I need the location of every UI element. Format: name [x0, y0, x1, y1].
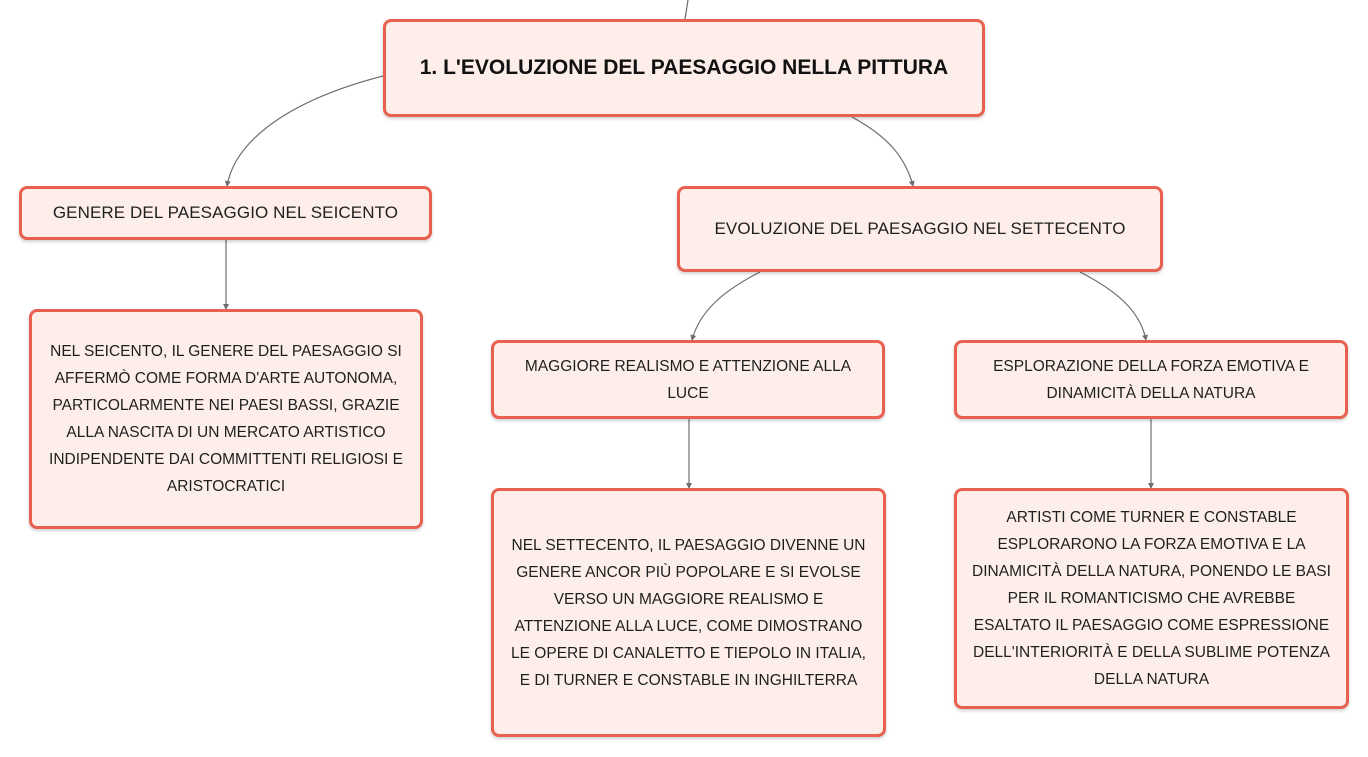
subtopic-forza-emotiva[interactable]: [954, 340, 1348, 419]
connector-root-to-seicento: [227, 76, 383, 186]
subtopic-realismo[interactable]: [491, 340, 885, 419]
connector-settecento-to-emotiva: [1080, 272, 1146, 340]
subtopic-realismo-detail[interactable]: [491, 488, 886, 737]
root-topic[interactable]: [383, 19, 985, 117]
root-topic-label: 1. L'EVOLUZIONE DEL PAESAGGIO NELLA PITTURA: [419, 56, 949, 79]
topic-seicento-label: GENERE DEL PAESAGGIO NEL SEICENTO: [52, 203, 399, 222]
topic-seicento[interactable]: [19, 186, 432, 240]
subtopic-realismo-detail-text: NEL SETTECENTO, IL PAESAGGIO DIVENNE UN GENERE ANCOR PIÙ POPOLARE E SI EVOLSE VERSO UN MAGGIORE REALISMO E ATTENZIONE ALLA LUCE, COME DIMOSTRANO LE OPERE DI CANALETTO E TIEPOLO IN ITALIA, E DI TURNER E CONSTABLE IN INGHILTERRA: [511, 536, 866, 689]
topic-settecento[interactable]: [677, 186, 1163, 272]
subtopic-forza-emotiva-detail-text: ARTISTI COME TURNER E CONSTABLE ESPLORARONO LA FORZA EMOTIVA E LA DINAMICITÀ DELLA NATURA, PONENDO LE BASI PER IL ROMANTICISMO CHE AVREBBE ESALTATO IL PAESAGGIO COME ESPRESSIONE DELL'INTERIORITÀ E DELLA SUBLIME POTENZA DELLA NATURA: [972, 509, 1331, 688]
subtopic-seicento-detail-text: NEL SEICENTO, IL GENERE DEL PAESAGGIO SI AFFERMÒ COME FORMA D'ARTE AUTONOMA, PARTICOLARMENTE NEI PAESI BASSI, GRAZIE ALLA NASCITA DI UN MERCATO ARTISTICO INDIPENDENTE DAI COMMITTENTI RELIGIOSI E ARISTOCRATICI: [49, 343, 403, 495]
subtopic-realismo-label: MAGGIORE REALISMO E ATTENZIONE ALLA LUCE: [524, 357, 852, 402]
subtopic-forza-emotiva-detail[interactable]: [954, 488, 1349, 709]
connector-settecento-to-realismo: [692, 272, 760, 340]
subtopic-forza-emotiva-label: ESPLORAZIONE DELLA FORZA EMOTIVA E DINAMICITÀ DELLA NATURA: [993, 357, 1309, 402]
subtopic-seicento-detail[interactable]: [29, 309, 423, 529]
topic-settecento-label: EVOLUZIONE DEL PAESAGGIO NEL SETTECENTO: [714, 219, 1126, 238]
connector-parent-to-root: [685, 0, 688, 19]
connector-root-to-settecento: [852, 117, 913, 186]
